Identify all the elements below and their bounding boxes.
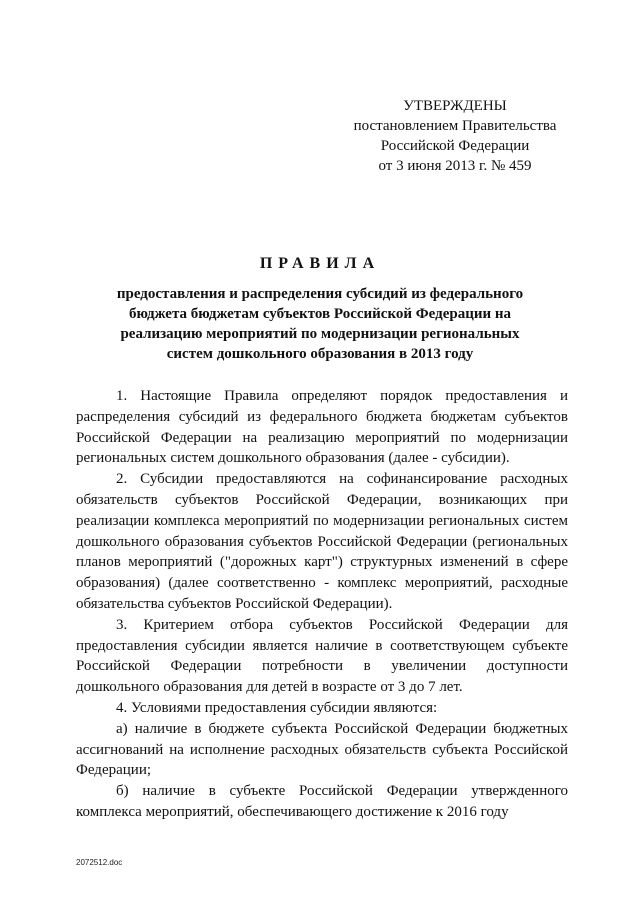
paragraph-4: 4. Условиями предоставления субсидии являются: (116, 699, 438, 716)
paragraph-4a: а) наличие в бюджете субъекта Российской Федерации бюджетных ассигнований на исполнение расходных обязательств субъекта Российской Федерации; (76, 720, 568, 779)
approval-line: постановлением Правительства (353, 118, 557, 134)
paragraph-1: 1. Настоящие Правила определяют порядок предоставления и распределения субсидий из федерального бюджета бюджетам субъектов Российской Федерации на реализацию мероприятий по модернизации региональных систем дошкольного образования (далее - субсидии). (76, 388, 568, 467)
subtitle-line: систем дошкольного образования в 2013 году (166, 346, 474, 362)
approval-line: Российской Федерации (380, 138, 530, 154)
paragraph-4b: б) наличие в субъекте Российской Федерации утвержденного комплекса мероприятий, обеспечивающего достижение к 2016 году (76, 783, 568, 820)
approval-stamp (330, 96, 580, 176)
file-name-footer: 2072512.doc (76, 858, 123, 867)
paragraph-2: 2. Субсидии предоставляются на софинансирование расходных обязательств субъектов Российской Федерации, возникающих при реализации комплекса мероприятий по модернизации региональных систем дошкольного образования субъектов Российской Федерации (региональных планов мероприятий ("дорожных карт") структурных изменений в сфере образования) (далее соответственно - комплекс мероприятий, расходные обязательства субъектов Российской Федерации). (76, 471, 568, 612)
document-subtitle (80, 284, 560, 364)
subtitle-line: бюджета бюджетам субъектов Российской Федерации на (128, 306, 512, 322)
approval-date-number: от 3 июня 2013 г. № 459 (378, 158, 532, 174)
subtitle-line: предоставления и распределения субсидий из федерального (116, 286, 524, 302)
paragraph-3: 3. Критерием отбора субъектов Российской Федерации для предоставления субсидии является наличие в соответствующем субъекте Российской Федерации потребности в увеличении доступности дошкольного образования для детей в возрасте от 3 до 7 лет. (76, 616, 568, 696)
subtitle-line: реализацию мероприятий по модернизации региональных (120, 326, 520, 342)
document-title: ПРАВИЛА (259, 255, 381, 272)
document-body (76, 386, 568, 823)
approval-heading: УТВЕРЖДЕНЫ (403, 98, 507, 114)
